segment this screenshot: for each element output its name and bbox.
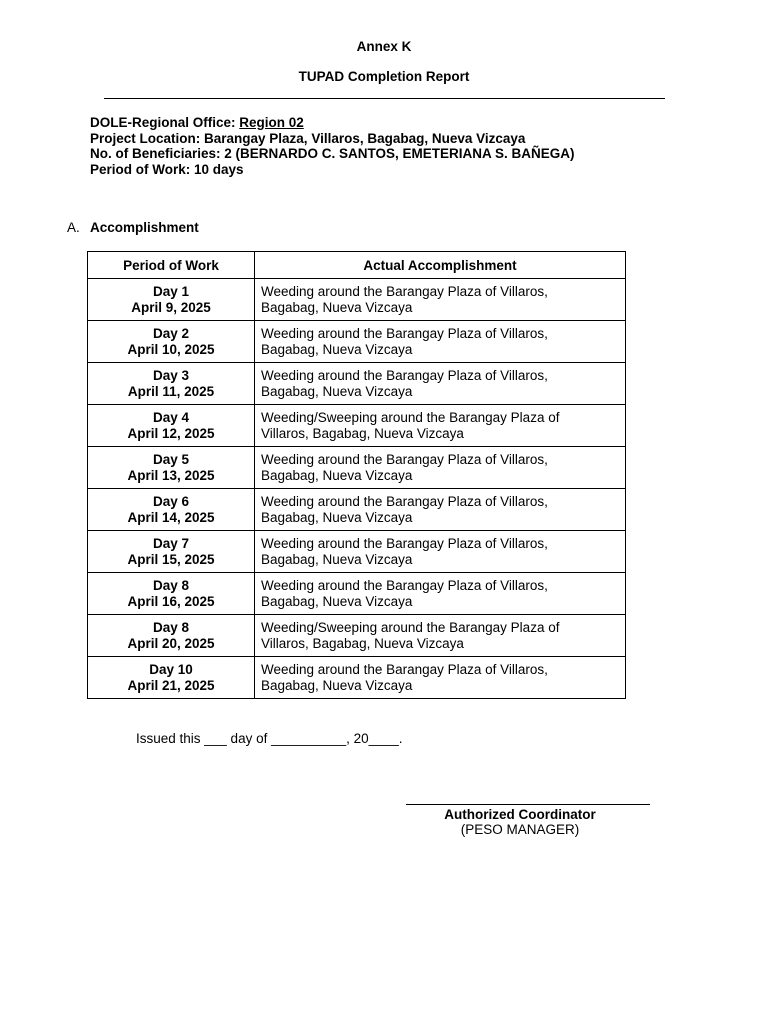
header-accomplishment: Actual Accomplishment bbox=[255, 252, 626, 279]
day-label: Day 6 bbox=[152, 494, 190, 509]
signatory-role: (PESO MANAGER) bbox=[460, 822, 580, 837]
day-label: Day 7 bbox=[152, 536, 190, 551]
accomplishment-cell bbox=[255, 279, 626, 321]
day-label: Day 8 bbox=[152, 578, 190, 593]
date-label: April 14, 2025 bbox=[127, 509, 215, 525]
table-row bbox=[88, 573, 626, 615]
project-location: Project Location: Barangay Plaza, Villaros, Bagabag, Nueva Vizcaya bbox=[90, 130, 526, 146]
day-label: Day 10 bbox=[149, 662, 193, 677]
accomplishment-cell bbox=[255, 531, 626, 573]
section-label: Accomplishment bbox=[90, 220, 199, 235]
table-row bbox=[88, 615, 626, 657]
day-label: Day 8 bbox=[152, 620, 190, 635]
table-row bbox=[88, 447, 626, 489]
table-row bbox=[88, 363, 626, 405]
accomplishment-line: Bagabag, Nueva Vizcaya bbox=[261, 593, 413, 609]
accomplishment-line: Weeding around the Barangay Plaza of Villaros, bbox=[261, 368, 548, 383]
accomplishment-line: Bagabag, Nueva Vizcaya bbox=[261, 341, 413, 357]
table-row bbox=[88, 405, 626, 447]
day-label: Day 1 bbox=[152, 284, 190, 299]
accomplishment-line: Bagabag, Nueva Vizcaya bbox=[261, 551, 413, 567]
period-cell bbox=[88, 447, 255, 489]
period-cell bbox=[88, 363, 255, 405]
accomplishment-line: Villaros, Bagabag, Nueva Vizcaya bbox=[261, 635, 464, 651]
period-cell bbox=[88, 531, 255, 573]
period-cell bbox=[88, 321, 255, 363]
accomplishment-line: Weeding/Sweeping around the Barangay Plaza of bbox=[261, 620, 560, 635]
date-label: April 20, 2025 bbox=[127, 635, 215, 651]
accomplishment-line: Weeding around the Barangay Plaza of Villaros, bbox=[261, 578, 548, 593]
period-cell bbox=[88, 279, 255, 321]
issued-statement: Issued this ___ day of __________, 20____. bbox=[136, 731, 403, 746]
accomplishment-line: Bagabag, Nueva Vizcaya bbox=[261, 467, 413, 483]
period-cell bbox=[88, 489, 255, 531]
signature-line bbox=[406, 804, 650, 805]
accomplishment-line: Weeding around the Barangay Plaza of Villaros, bbox=[261, 452, 548, 467]
section-letter: A. bbox=[67, 220, 80, 235]
title-divider bbox=[104, 98, 665, 99]
accomplishment-cell bbox=[255, 405, 626, 447]
regional-office-label: DOLE-Regional Office: bbox=[90, 115, 240, 130]
signatory-title: Authorized Coordinator bbox=[444, 807, 596, 822]
accomplishment-line: Weeding around the Barangay Plaza of Villaros, bbox=[261, 326, 548, 341]
accomplishment-line: Bagabag, Nueva Vizcaya bbox=[261, 383, 413, 399]
period-cell bbox=[88, 615, 255, 657]
date-label: April 16, 2025 bbox=[127, 593, 215, 609]
accomplishment-cell bbox=[255, 363, 626, 405]
accomplishment-line: Weeding/Sweeping around the Barangay Plaza of bbox=[261, 410, 560, 425]
accomplishment-cell bbox=[255, 447, 626, 489]
date-label: April 15, 2025 bbox=[127, 551, 215, 567]
date-label: April 9, 2025 bbox=[131, 299, 211, 315]
accomplishment-line: Weeding around the Barangay Plaza of Villaros, bbox=[261, 284, 548, 299]
accomplishment-cell bbox=[255, 573, 626, 615]
date-label: April 13, 2025 bbox=[127, 467, 215, 483]
accomplishment-line: Bagabag, Nueva Vizcaya bbox=[261, 509, 413, 525]
day-label: Day 2 bbox=[152, 326, 190, 341]
accomplishment-table bbox=[87, 251, 626, 699]
period-of-work: Period of Work: 10 days bbox=[90, 161, 244, 177]
beneficiaries: No. of Beneficiaries: 2 (BERNARDO C. SANTOS, EMETERIANA S. BAÑEGA) bbox=[90, 146, 575, 161]
accomplishment-line: Weeding around the Barangay Plaza of Villaros, bbox=[261, 536, 548, 551]
accomplishment-cell bbox=[255, 615, 626, 657]
section-heading bbox=[67, 220, 199, 235]
period-cell bbox=[88, 657, 255, 699]
accomplishment-line: Bagabag, Nueva Vizcaya bbox=[261, 299, 413, 315]
date-label: April 21, 2025 bbox=[127, 677, 215, 693]
accomplishment-line: Bagabag, Nueva Vizcaya bbox=[261, 677, 413, 693]
day-label: Day 3 bbox=[152, 368, 190, 383]
project-info bbox=[90, 115, 575, 177]
day-label: Day 5 bbox=[152, 452, 190, 467]
table-row bbox=[88, 321, 626, 363]
accomplishment-cell bbox=[255, 489, 626, 531]
table-row bbox=[88, 489, 626, 531]
date-label: April 12, 2025 bbox=[127, 425, 215, 441]
accomplishment-line: Villaros, Bagabag, Nueva Vizcaya bbox=[261, 425, 464, 441]
accomplishment-line: Weeding around the Barangay Plaza of Villaros, bbox=[261, 662, 548, 677]
accomplishment-line: Weeding around the Barangay Plaza of Villaros, bbox=[261, 494, 548, 509]
header-period: Period of Work bbox=[88, 252, 255, 279]
day-label: Day 4 bbox=[152, 410, 190, 425]
period-cell bbox=[88, 573, 255, 615]
accomplishment-cell bbox=[255, 657, 626, 699]
period-cell bbox=[88, 405, 255, 447]
accomplishment-cell bbox=[255, 321, 626, 363]
regional-office-line bbox=[90, 115, 575, 131]
regional-office-value: Region 02 bbox=[239, 115, 304, 130]
report-title: TUPAD Completion Report bbox=[298, 69, 470, 84]
date-label: April 11, 2025 bbox=[127, 383, 215, 399]
table-row bbox=[88, 279, 626, 321]
annex-label: Annex K bbox=[356, 39, 412, 54]
table-header-row bbox=[88, 252, 626, 279]
table-row bbox=[88, 531, 626, 573]
table-row bbox=[88, 657, 626, 699]
date-label: April 10, 2025 bbox=[127, 341, 215, 357]
